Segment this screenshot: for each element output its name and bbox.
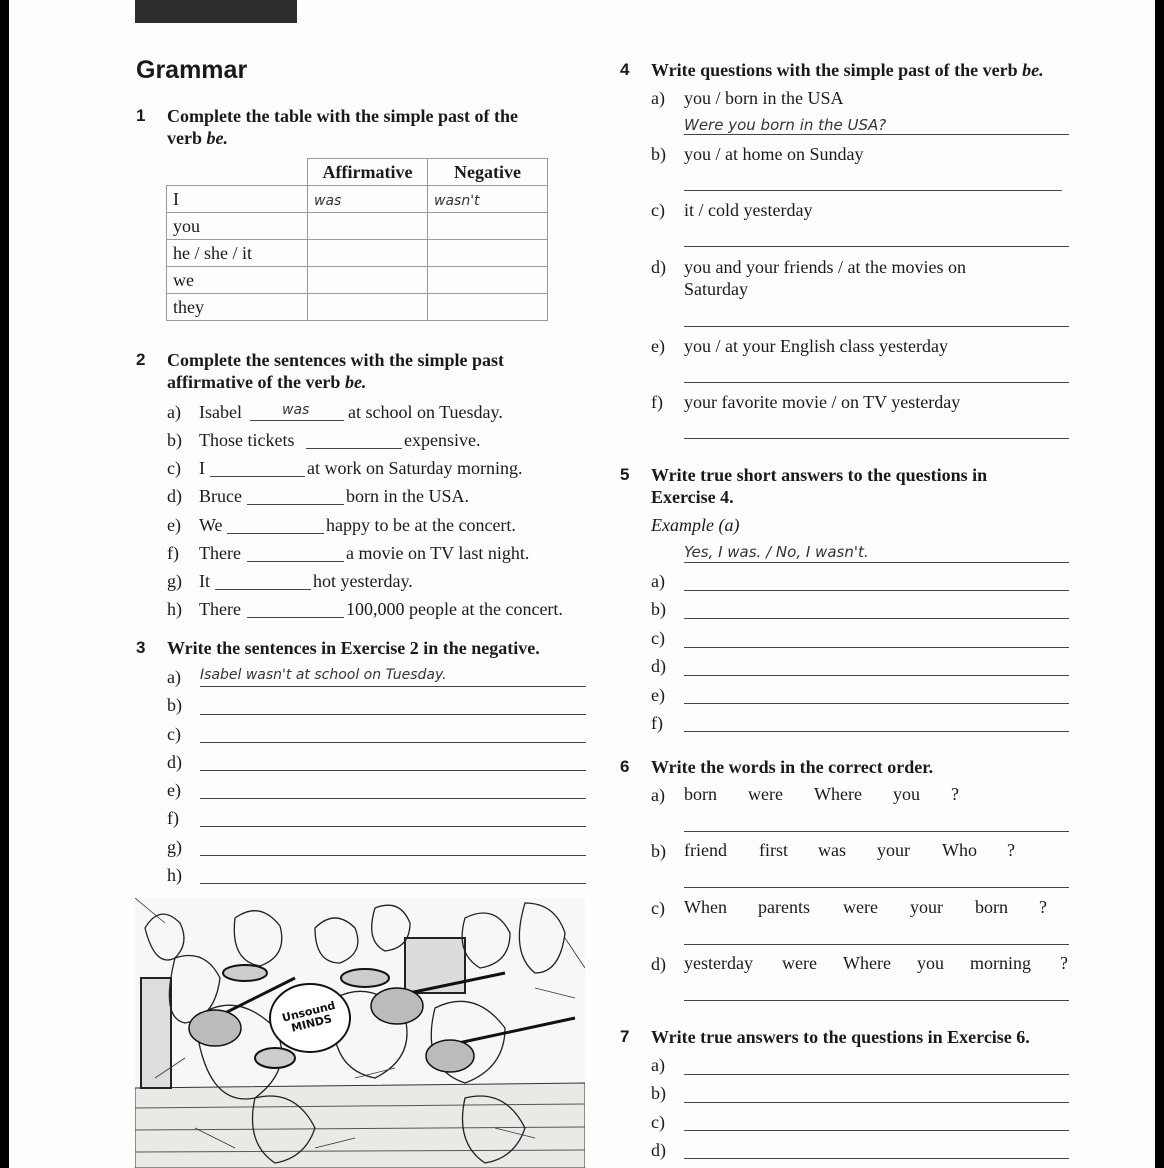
ex5-answer-line[interactable] — [684, 675, 1069, 676]
ex5-item-label: e) — [651, 685, 665, 705]
ex6-word: yesterday — [684, 953, 753, 973]
ex3-item-label: b) — [167, 695, 182, 715]
ex2-number: 2 — [136, 350, 146, 369]
ex1-table-header — [167, 159, 548, 186]
table-row — [167, 267, 548, 294]
ex2-blank[interactable] — [247, 561, 344, 562]
ex5-example-answer: Yes, I was. / No, I wasn't. — [684, 543, 869, 561]
ex6-item-label: c) — [651, 898, 665, 918]
band-drum-logo: Unsound MINDS — [280, 998, 337, 1035]
ex6-word: Where — [814, 784, 862, 804]
negative-cell[interactable] — [428, 213, 548, 240]
pronoun-cell: you — [167, 213, 308, 240]
ex5-answer-line[interactable] — [684, 703, 1069, 704]
ex2-item-before: Bruce — [199, 486, 242, 506]
ex4-title-text: Write questions with the simple past of the verb — [651, 60, 1023, 80]
ex2-item-before: I — [199, 458, 205, 478]
affirmative-cell[interactable] — [308, 213, 428, 240]
ex4-item-label: e) — [651, 336, 665, 356]
worksheet-page — [9, 0, 1155, 1168]
ex4-item-prompt: it / cold yesterday — [684, 200, 813, 220]
ex2-blank[interactable] — [247, 504, 344, 505]
ex3-title: Write the sentences in Exercise 2 in the negative. — [167, 638, 540, 658]
ex7-item-label: b) — [651, 1083, 666, 1103]
ex1-title-line1: Complete the table with the simple past of the — [167, 106, 518, 126]
ex5-title-line2: Exercise 4. — [651, 487, 734, 507]
ex4-answer-line[interactable] — [684, 134, 1069, 135]
ex6-answer-line[interactable] — [684, 944, 1069, 945]
ex2-item-after: 100,000 people at the concert. — [346, 599, 563, 619]
ex1-header-negative: Negative — [428, 159, 548, 186]
ex4-item-prompt: your favorite movie / on TV yesterday — [684, 392, 961, 412]
ex7-answer-line[interactable] — [684, 1130, 1069, 1131]
ex6-word: were — [843, 897, 878, 917]
ex2-blank[interactable] — [306, 448, 402, 449]
ex1-table — [166, 158, 548, 321]
ex6-word: were — [748, 784, 783, 804]
ex1-title-line2: verb — [167, 128, 207, 148]
ex4-answer-line[interactable] — [684, 190, 1062, 191]
ex3-answer-line[interactable] — [200, 686, 586, 687]
table-row — [167, 213, 548, 240]
ex2-item-after: happy to be at the concert. — [326, 515, 516, 535]
band-cartoon-drawing — [135, 898, 585, 1168]
ex2-item-label: b) — [167, 430, 182, 450]
affirmative-cell[interactable] — [308, 267, 428, 294]
ex5-title — [651, 464, 987, 508]
affirmative-cell[interactable] — [308, 186, 428, 213]
ex2-item-after: hot yesterday. — [313, 571, 413, 591]
ex6-item-label: b) — [651, 841, 666, 861]
ex5-answer-line[interactable] — [684, 731, 1069, 732]
negative-cell[interactable] — [428, 240, 548, 267]
ex3-item-label: e) — [167, 780, 181, 800]
ex2-blank[interactable] — [227, 533, 324, 534]
ex3-item-answer: Isabel wasn't at school on Tuesday. — [200, 667, 447, 683]
ex1-title — [167, 105, 587, 149]
ex6-number: 6 — [620, 757, 630, 776]
ex6-item-label: d) — [651, 954, 666, 974]
affirmative-cell[interactable] — [308, 240, 428, 267]
ex2-blank[interactable] — [247, 617, 344, 618]
ex3-number: 3 — [136, 638, 146, 657]
ex2-item-after: at work on Saturday morning. — [307, 458, 523, 478]
ex5-item-label: d) — [651, 656, 666, 676]
negative-cell[interactable] — [428, 294, 548, 321]
ex1-header-blank — [167, 159, 308, 186]
ex4-item-label: d) — [651, 257, 666, 277]
ex2-item-label: h) — [167, 599, 182, 619]
ex2-item-before: There — [199, 543, 241, 563]
ex4-item-prompt: you / born in the USA — [684, 88, 844, 108]
ex4-item-label: a) — [651, 88, 665, 108]
ex2-blank[interactable] — [215, 589, 311, 590]
ex2-item-after: a movie on TV last night. — [346, 543, 530, 563]
ex2-item-after: born in the USA. — [346, 486, 469, 506]
ex5-title-line1: Write true short answers to the questions in — [651, 465, 988, 485]
ex6-word: your — [910, 897, 943, 917]
ex6-item-label: a) — [651, 785, 665, 805]
ex2-item-label: f) — [167, 543, 179, 563]
ex5-item-label: f) — [651, 713, 663, 733]
table-row — [167, 240, 548, 267]
ex7-item-label: c) — [651, 1112, 665, 1132]
ex3-item-label: f) — [167, 808, 179, 828]
negative-answer: wasn't — [434, 192, 480, 209]
ex3-item-label: c) — [167, 724, 181, 744]
ex2-item-label: g) — [167, 571, 182, 591]
ex6-word: was — [818, 840, 846, 860]
ex2-blank[interactable] — [250, 420, 344, 421]
ex3-answer-line[interactable] — [200, 770, 586, 771]
ex5-item-label: c) — [651, 628, 665, 648]
affirmative-cell[interactable] — [308, 294, 428, 321]
ex6-word: born — [684, 784, 717, 804]
ex3-item-label: h) — [167, 865, 182, 885]
ex3-item-label: g) — [167, 837, 182, 857]
ex2-item-after: at school on Tuesday. — [348, 402, 503, 422]
ex4-title — [651, 59, 1044, 81]
ex6-answer-line[interactable] — [684, 1000, 1069, 1001]
ex2-title — [167, 349, 587, 393]
table-row — [167, 186, 548, 213]
ex3-item-label: d) — [167, 752, 182, 772]
ex2-blank[interactable] — [210, 476, 305, 477]
ex2-item-label: c) — [167, 458, 181, 478]
ex2-item-before: It — [199, 571, 210, 591]
ex6-word: ? — [1060, 953, 1068, 973]
ex5-number: 5 — [620, 465, 630, 484]
ex6-answer-line[interactable] — [684, 831, 1069, 832]
ex2-title-be: be. — [344, 372, 367, 392]
ex4-answer-line[interactable] — [684, 246, 1069, 247]
ex4-number: 4 — [620, 60, 630, 79]
top-dark-bar — [135, 0, 297, 23]
ex2-item-after: expensive. — [404, 430, 481, 450]
ex6-word: you — [893, 784, 920, 804]
ex6-word: parents — [758, 897, 810, 917]
ex6-word: ? — [1039, 897, 1047, 917]
ex1-title-be: be. — [206, 128, 228, 148]
ex6-word: ? — [951, 784, 959, 804]
ex4-item-prompt: you / at home on Sunday — [684, 144, 864, 164]
ex4-answer-line[interactable] — [684, 326, 1069, 327]
table-row — [167, 294, 548, 321]
ex5-example-line — [684, 562, 1069, 563]
ex1-header-affirmative: Affirmative — [308, 159, 428, 186]
ex6-word: Where — [843, 953, 891, 973]
ex6-word: Who — [942, 840, 977, 860]
ex6-title: Write the words in the correct order. — [651, 757, 934, 777]
ex6-word: friend — [684, 840, 727, 860]
ex2-item-before: Isabel — [199, 402, 242, 422]
band-illustration — [135, 898, 585, 1168]
ex2-title-line1: Complete the sentences with the simple past — [167, 350, 504, 370]
ex5-answer-line[interactable] — [684, 590, 1069, 591]
ex7-title: Write true answers to the questions in Exercise 6. — [651, 1027, 1030, 1047]
ex3-answer-line[interactable] — [200, 855, 586, 856]
ex6-word: first — [759, 840, 788, 860]
ex2-item-before: Those tickets — [199, 430, 295, 450]
ex7-answer-line[interactable] — [684, 1074, 1069, 1075]
ex2-item-label: a) — [167, 402, 181, 422]
ex3-item-label: a) — [167, 667, 181, 687]
ex6-word: were — [782, 953, 817, 973]
negative-cell[interactable] — [428, 267, 548, 294]
ex4-item-prompt: you / at your English class yesterday — [684, 336, 948, 356]
ex6-word: When — [684, 897, 727, 917]
ex2-item-label: e) — [167, 515, 181, 535]
ex2-item-label: d) — [167, 486, 182, 506]
ex4-title-be: be. — [1022, 60, 1044, 80]
ex2-title-line2: affirmative of the verb — [167, 372, 345, 392]
negative-cell[interactable] — [428, 186, 548, 213]
ex3-answer-line[interactable] — [200, 742, 586, 743]
page-title: Grammar — [136, 56, 248, 84]
ex5-item-label: a) — [651, 571, 665, 591]
ex7-item-label: d) — [651, 1140, 666, 1160]
ex4-item-prompt: you and your friends / at the movies on — [684, 257, 966, 277]
ex2-item-answer: was — [282, 402, 310, 418]
affirmative-answer: was — [314, 192, 342, 209]
ex5-answer-line[interactable] — [684, 647, 1069, 648]
ex7-answer-line[interactable] — [684, 1158, 1069, 1159]
ex6-word: your — [877, 840, 910, 860]
ex5-example-label: Example (a) — [651, 515, 740, 535]
ex3-answer-line[interactable] — [200, 798, 586, 799]
ex6-word: morning — [970, 953, 1031, 973]
ex7-item-label: a) — [651, 1055, 665, 1075]
ex7-answer-line[interactable] — [684, 1102, 1069, 1103]
ex4-item-label: c) — [651, 200, 665, 220]
ex4-item-prompt-line2: Saturday — [684, 279, 748, 299]
ex5-item-label: b) — [651, 599, 666, 619]
pronoun-cell: we — [167, 267, 308, 294]
ex2-item-before: There — [199, 599, 241, 619]
ex4-item-answer: Were you born in the USA? — [684, 116, 887, 134]
pronoun-cell: they — [167, 294, 308, 321]
ex3-answer-line[interactable] — [200, 826, 586, 827]
ex4-answer-line[interactable] — [684, 382, 1069, 383]
ex1-number: 1 — [136, 106, 146, 125]
ex6-word: you — [917, 953, 944, 973]
ex3-answer-line[interactable] — [200, 883, 586, 884]
ex4-answer-line[interactable] — [684, 438, 1069, 439]
ex2-item-before: We — [199, 515, 223, 535]
ex5-answer-line[interactable] — [684, 618, 1069, 619]
ex4-item-label: b) — [651, 144, 666, 164]
ex7-number: 7 — [620, 1027, 630, 1046]
ex4-item-label: f) — [651, 392, 663, 412]
pronoun-cell: I — [167, 186, 308, 213]
ex6-word: ? — [1007, 840, 1015, 860]
ex6-word: born — [975, 897, 1008, 917]
pronoun-cell: he / she / it — [167, 240, 308, 267]
ex6-answer-line[interactable] — [684, 887, 1069, 888]
ex3-answer-line[interactable] — [200, 714, 586, 715]
